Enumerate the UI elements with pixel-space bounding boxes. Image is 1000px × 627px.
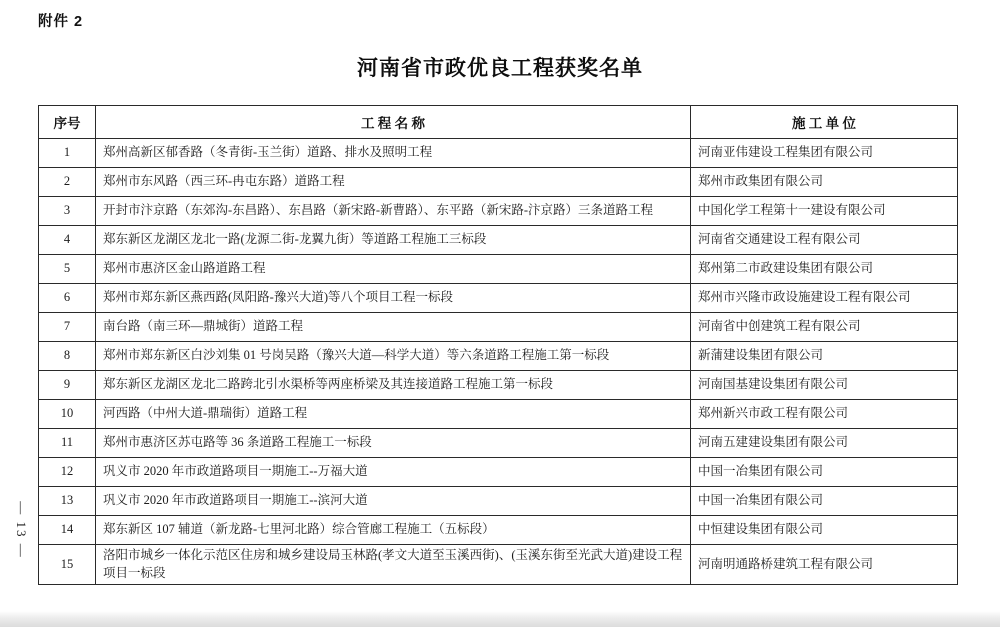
page-title: 河南省市政优良工程获奖名单 <box>357 57 643 80</box>
table-row <box>39 226 958 255</box>
project-name: 巩义市 2020 年市政道路项目一期施工--滨河大道 <box>96 487 691 516</box>
row-number: 8 <box>39 342 96 371</box>
row-number: 9 <box>39 371 96 400</box>
table-body <box>39 139 958 585</box>
row-number: 10 <box>39 400 96 429</box>
project-name: 郑东新区 107 辅道（新龙路-七里河北路）综合管廊工程施工（五标段） <box>96 516 691 545</box>
project-name: 河西路（中州大道-鼎瑞街）道路工程 <box>96 400 691 429</box>
construction-unit: 河南亚伟建设工程集团有限公司 <box>691 139 958 168</box>
row-number: 5 <box>39 255 96 284</box>
table-row <box>39 197 958 226</box>
table-row <box>39 371 958 400</box>
table-row <box>39 429 958 458</box>
awards-table <box>38 105 958 585</box>
project-name: 南台路（南三环—鼎城街）道路工程 <box>96 313 691 342</box>
project-name: 郑州市郑东新区白沙刘集 01 号岗吴路（豫兴大道—科学大道）等六条道路工程施工第一标段 <box>96 342 691 371</box>
project-name: 巩义市 2020 年市政道路项目一期施工--万福大道 <box>96 458 691 487</box>
table-row <box>39 168 958 197</box>
project-name: 开封市汴京路（东郊沟-东昌路）、东昌路（新宋路-新曹路）、东平路（新宋路-汴京路）三条道路工程 <box>96 197 691 226</box>
table-row <box>39 284 958 313</box>
row-number: 15 <box>39 545 96 585</box>
row-number: 1 <box>39 139 96 168</box>
row-number: 13 <box>39 487 96 516</box>
construction-unit: 河南明通路桥建筑工程有限公司 <box>691 545 958 585</box>
project-name: 郑东新区龙湖区龙北二路跨北引水渠桥等两座桥梁及其连接道路工程施工第一标段 <box>96 371 691 400</box>
project-name: 郑州市惠济区金山路道路工程 <box>96 255 691 284</box>
project-name: 郑州市郑东新区燕西路(凤阳路-豫兴大道)等八个项目工程一标段 <box>96 284 691 313</box>
construction-unit: 郑州第二市政建设集团有限公司 <box>691 255 958 284</box>
table-header-row <box>39 106 958 139</box>
construction-unit: 郑州市兴隆市政设施建设工程有限公司 <box>691 284 958 313</box>
table-row <box>39 255 958 284</box>
table-row <box>39 516 958 545</box>
construction-unit: 中国一冶集团有限公司 <box>691 487 958 516</box>
attachment-label: 附件 2 <box>38 14 84 30</box>
construction-unit: 中国化学工程第十一建设有限公司 <box>691 197 958 226</box>
project-name: 郑州高新区郁香路（冬青街-玉兰街）道路、排水及照明工程 <box>96 139 691 168</box>
page-number: — 13 — <box>14 501 29 559</box>
construction-unit: 河南省中创建筑工程有限公司 <box>691 313 958 342</box>
project-name: 郑州市惠济区苏屯路等 36 条道路工程施工一标段 <box>96 429 691 458</box>
construction-unit: 中国一冶集团有限公司 <box>691 458 958 487</box>
row-number: 11 <box>39 429 96 458</box>
row-number: 2 <box>39 168 96 197</box>
page-bottom-edge <box>0 611 1000 627</box>
construction-unit: 河南国基建设集团有限公司 <box>691 371 958 400</box>
construction-unit: 新蒲建设集团有限公司 <box>691 342 958 371</box>
row-number: 12 <box>39 458 96 487</box>
table-row <box>39 545 958 585</box>
header-construction-unit: 施 工 单 位 <box>691 106 958 139</box>
table-row <box>39 342 958 371</box>
project-name: 洛阳市城乡一体化示范区住房和城乡建设局玉林路(孝文大道至玉溪西街)、(玉溪东街至光武大道)建设工程项目一标段 <box>96 545 691 585</box>
construction-unit: 中恒建设集团有限公司 <box>691 516 958 545</box>
project-name: 郑东新区龙湖区龙北一路(龙源二街-龙翼九街）等道路工程施工三标段 <box>96 226 691 255</box>
table-row <box>39 139 958 168</box>
row-number: 3 <box>39 197 96 226</box>
construction-unit: 郑州市政集团有限公司 <box>691 168 958 197</box>
header-project-name: 工 程 名 称 <box>96 106 691 139</box>
row-number: 7 <box>39 313 96 342</box>
row-number: 4 <box>39 226 96 255</box>
table-row <box>39 400 958 429</box>
table-row <box>39 458 958 487</box>
construction-unit: 河南省交通建设工程有限公司 <box>691 226 958 255</box>
row-number: 6 <box>39 284 96 313</box>
row-number: 14 <box>39 516 96 545</box>
table-row <box>39 487 958 516</box>
header-no: 序号 <box>39 106 96 139</box>
construction-unit: 河南五建建设集团有限公司 <box>691 429 958 458</box>
table-row <box>39 313 958 342</box>
construction-unit: 郑州新兴市政工程有限公司 <box>691 400 958 429</box>
project-name: 郑州市东风路（西三环-冉屯东路）道路工程 <box>96 168 691 197</box>
